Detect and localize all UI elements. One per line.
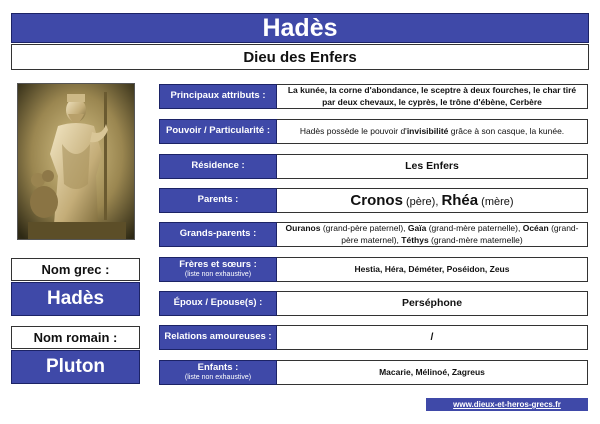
value-text: La kunée, la corne d'abondance, le sceptre à deux fourches, le char tiré par deux chevaux, le cyprès, le trône d'ébène, Cerbère: [287, 85, 577, 107]
label-text: Époux / Epouse(s) :: [173, 297, 263, 309]
row-label: [159, 154, 277, 179]
row-enfants: [159, 360, 588, 385]
row-attributs: [159, 84, 588, 109]
grandparent-role: (grand-père paternel),: [320, 223, 408, 234]
roman-name-value: Pluton: [11, 350, 140, 384]
row-epoux: [159, 291, 588, 316]
greek-name-value: Hadès: [11, 282, 140, 316]
father-name: Cronos: [350, 191, 403, 209]
value-text-strong: invisibilité: [406, 125, 449, 136]
row-label: [159, 222, 277, 247]
value-text: Les Enfers: [405, 159, 459, 172]
row-residence: [159, 154, 588, 179]
row-value: [277, 222, 588, 247]
row-value: [277, 257, 588, 282]
row-label: [159, 360, 277, 385]
row-freres-soeurs: [159, 257, 588, 282]
row-grands-parents: [159, 222, 588, 247]
row-value: [277, 154, 588, 179]
row-label: [159, 325, 277, 350]
row-pouvoir: [159, 119, 588, 144]
hades-statue-illustration: [18, 84, 135, 240]
row-value: [277, 119, 588, 144]
mother-name: Rhéa: [441, 191, 479, 209]
value-text: Macarie, Mélinoé, Zagreus: [379, 366, 485, 377]
label-text: Principaux attributs :: [170, 90, 266, 102]
value-text: Hadès possède le pouvoir d': [299, 125, 407, 136]
row-relations: [159, 325, 588, 350]
row-value: [277, 291, 588, 316]
row-label: [159, 84, 277, 109]
grandparent-role: (grand-père maternel),: [341, 223, 579, 245]
grandparent-role: (grand-mère maternelle): [428, 234, 523, 245]
row-value: [277, 360, 588, 385]
grandparent-name: Ouranos: [285, 223, 321, 234]
label-subtext: (liste non exhaustive): [184, 374, 252, 382]
grandparent-name: Gaïa: [407, 223, 427, 234]
grandparent-name: Océan: [522, 223, 549, 234]
label-text: Grands-parents :: [179, 228, 257, 240]
value-text: /: [430, 330, 434, 343]
row-label: [159, 188, 277, 213]
label-text: Pouvoir / Particularité :: [166, 125, 270, 137]
row-parents: [159, 188, 588, 213]
value-text: grâce à son casque, la kunée.: [448, 125, 565, 136]
label-text: Relations amoureuses :: [164, 331, 272, 343]
row-label: [159, 119, 277, 144]
grandparent-name: Téthys: [401, 234, 429, 245]
row-label: [159, 291, 277, 316]
row-value: [277, 188, 588, 213]
greek-name-label: Nom grec :: [11, 258, 140, 281]
value-text: Perséphone: [401, 296, 463, 309]
grandparent-role: (grand-mère paternelle),: [426, 223, 523, 234]
row-label: [159, 257, 277, 282]
row-value: [277, 84, 588, 109]
label-text: Enfants :: [197, 361, 239, 373]
page-title: Hadès: [11, 13, 589, 43]
label-text: Résidence :: [191, 160, 245, 172]
row-value: [277, 325, 588, 350]
page-subtitle: Dieu des Enfers: [11, 44, 589, 70]
father-role: (père),: [402, 195, 442, 208]
label-text: Parents :: [197, 194, 239, 206]
label-subtext: (liste non exhaustive): [184, 271, 252, 279]
label-text: Frères et sœurs :: [179, 258, 257, 270]
roman-name-label: Nom romain :: [11, 326, 140, 349]
mother-role: (mère): [478, 195, 514, 208]
value-text: Hestia, Héra, Déméter, Poséidon, Zeus: [354, 263, 510, 274]
website-link[interactable]: www.dieux-et-heros-grecs.fr: [426, 398, 588, 411]
statue-image: [17, 83, 135, 240]
